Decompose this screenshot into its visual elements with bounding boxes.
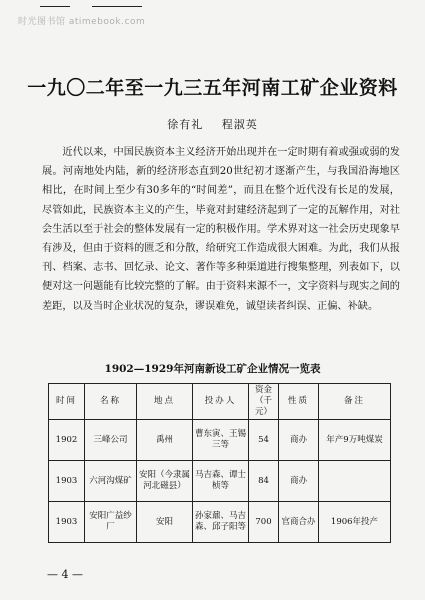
page-number: — 4 —	[47, 568, 83, 581]
header-time: 时间	[49, 384, 85, 420]
header-capital: 资金（千元）	[249, 384, 279, 420]
cell-location: 禹州	[137, 420, 193, 461]
enterprise-table	[48, 383, 391, 543]
cell-capital: 54	[249, 420, 279, 461]
cell-nature: 官商合办	[279, 502, 319, 543]
cell-time: 1903	[49, 502, 85, 543]
cell-time: 1903	[49, 461, 85, 502]
cell-founder: 孙家鼐、马吉森、邱子阳等	[193, 502, 249, 543]
cell-remarks: 1906年投产	[319, 502, 391, 543]
header-rule-right	[92, 6, 142, 7]
cell-name: 三峰公司	[85, 420, 137, 461]
article-title: 一九〇二年至一九三五年河南工矿企业资料	[27, 77, 398, 99]
table-row	[49, 420, 391, 461]
header-name: 名称	[85, 384, 137, 420]
cell-name: 六河沟煤矿	[85, 461, 137, 502]
header-rule-left	[40, 6, 70, 7]
watermark-text: 时光图书馆 atimebook.com	[18, 17, 146, 27]
cell-name: 安阳广益纱厂	[85, 502, 137, 543]
table-title: 1902—1929年河南新设工矿企业情况一览表	[104, 363, 321, 375]
body-paragraph: 近代以来，中国民族资本主义经济开始出现并在一定时期有着或强或弱的发展。河南地处内陆，新的经济形态直到20世纪初才逐渐产生，与我国沿海地区相比，在时间上至少有30多年的“时间差”，而且在整个近代没有长足的发展，尽管如此，民族资本主义的产生，毕竟对封建经济起到了一定的瓦解作用，对社会生活以至于社会的整体发展有一定的积极作用。学术界对这一社会历史现象早有涉及，但由于资料的匮乏和分散，给研究工作造成很大困难。为此，我们从报刊、档案、志书、回忆录、论文、著作等多种渠道进行搜集整理，列表如下，以便对这一问题能有比较完整的了解。由于资料来源不一，文字资料与现实之间的差距，以及当时企业状况的复杂，谬误难免，诚望读者纠误、正偏、补缺。	[42, 147, 400, 312]
cell-capital: 700	[249, 502, 279, 543]
table-header-row	[49, 384, 391, 420]
article-authors: 徐有礼 程淑英	[167, 118, 258, 131]
header-founder: 投办人	[193, 384, 249, 420]
cell-capital: 84	[249, 461, 279, 502]
cell-location: 安阳（今隶属河北磁县）	[137, 461, 193, 502]
table-row	[49, 502, 391, 543]
header-remarks: 备注	[319, 384, 391, 420]
cell-nature: 商办	[279, 420, 319, 461]
cell-founder: 曹东寅、王锡三等	[193, 420, 249, 461]
cell-nature: 商办	[279, 461, 319, 502]
cell-location: 安阳	[137, 502, 193, 543]
cell-time: 1902	[49, 420, 85, 461]
cell-remarks: 年产9万吨煤炭	[319, 420, 391, 461]
cell-founder: 马吉森、谭士桢等	[193, 461, 249, 502]
table-row	[49, 461, 391, 502]
cell-remarks	[319, 461, 391, 502]
header-nature: 性质	[279, 384, 319, 420]
header-location: 地点	[137, 384, 193, 420]
